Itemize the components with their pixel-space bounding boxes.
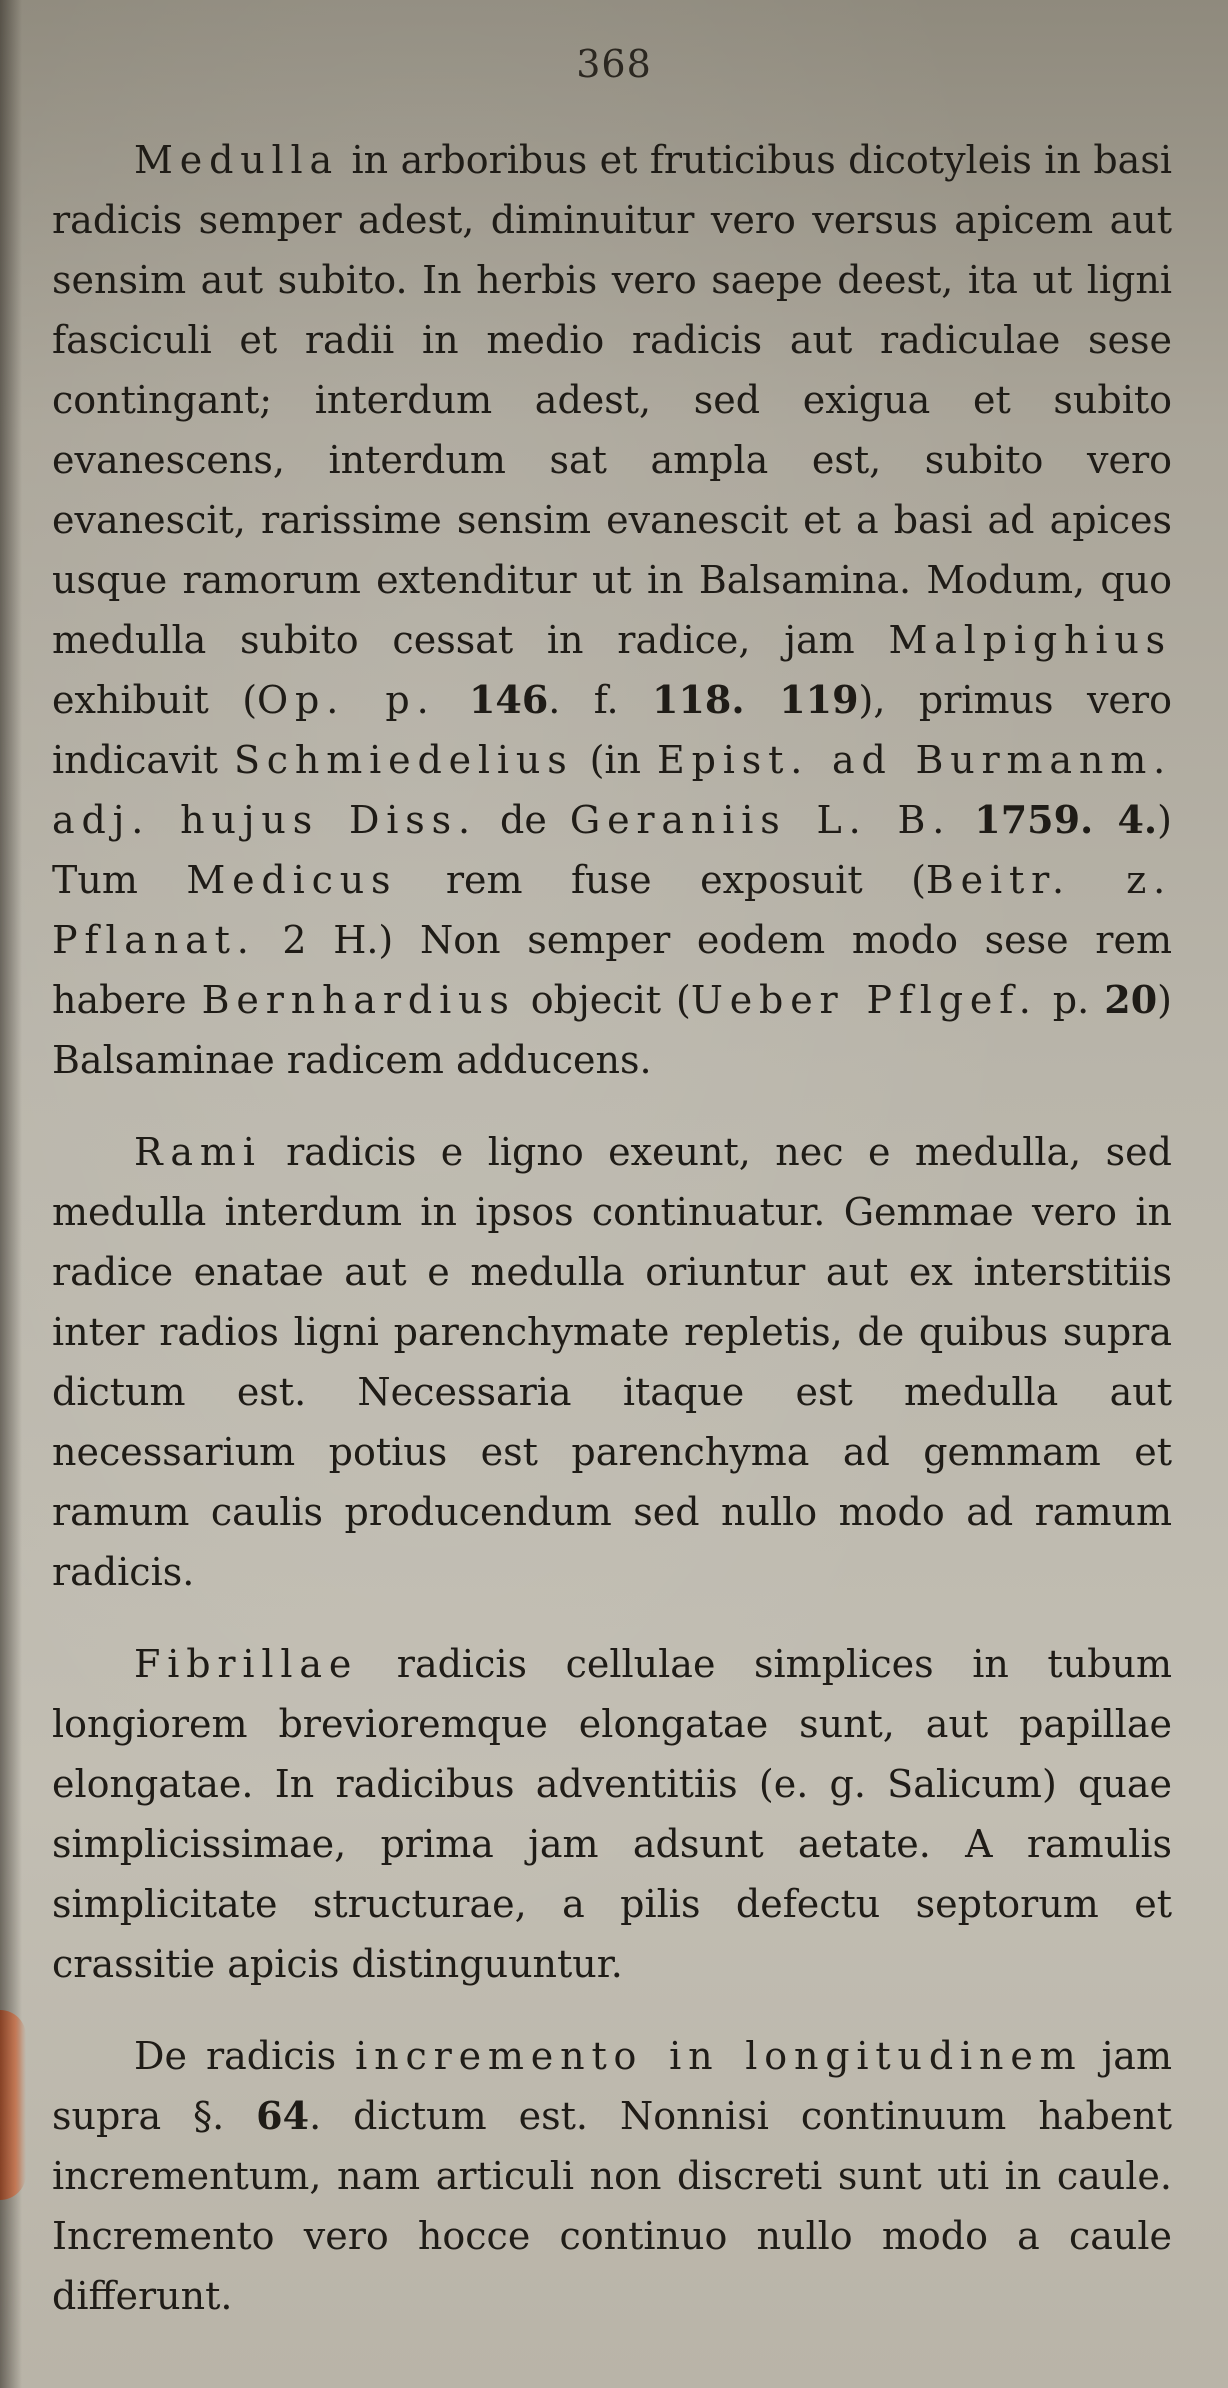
text-segment: in arboribus et fruticibus dicotyleis in basi radicis semper adest, diminuitur vero versus apicem aut sensim aut subito. In herbis vero saepe deest, ita ut ligni fasciculi et radii in medio radicis aut radiculae sese contingant; interdum adest, sed exigua et subito evanescens, interdum sat ampla est, subito vero evanescit, rarissime sensim evanescit et a basi ad apices usque ramorum extenditur ut in Balsamina. Modum, quo medulla subito cessat in radice, jam: [52, 138, 1172, 662]
paragraph-fibrillae: [52, 1634, 1172, 1994]
page-number: 368: [576, 42, 652, 86]
text-segment: de: [476, 798, 570, 842]
text-segment: 20: [1104, 977, 1158, 1022]
text-segment: Op. p.: [257, 678, 436, 722]
text-segment: Ueber Pflgef.: [690, 978, 1038, 1022]
text-segment: Bernhardius: [201, 978, 516, 1022]
text-segment: Malpighius: [888, 618, 1172, 662]
text-segment: Geraniis L. B.: [569, 798, 952, 842]
text-segment: radicis cellulae simplices in tubum longiorem brevioremque elongatae sunt, aut papillae elongatae. In radicibus adventitiis (e. g. Salicum) quae simplicissimae, prima jam adsunt aetate. A ramulis simplicitate structurae, a pilis defectu septorum et crassitie apicis distinguuntur.: [52, 1642, 1172, 1986]
text-segment: Beitr. z. Pflanat.: [52, 858, 1172, 962]
text-segment: p.: [1037, 978, 1105, 1022]
text-segment: [436, 678, 469, 722]
text-segment: Schmiedelius: [233, 738, 574, 782]
text-segment: rem fuse exposuit (: [397, 858, 926, 902]
text-segment: Epist. ad Burmanm. adj. hujus Diss.: [52, 738, 1172, 842]
text-segment: . f.: [548, 678, 653, 722]
text-segment: 1759. 4.: [974, 797, 1158, 842]
paragraph-incremento: [52, 2026, 1172, 2326]
text-segment: (in: [573, 738, 658, 782]
text-segment: ) Tum: [52, 798, 1172, 902]
paragraph-rami: [52, 1122, 1172, 1602]
text-segment: Fibrillae: [134, 1642, 359, 1686]
text-segment: De radicis: [134, 2034, 356, 2078]
text-segment: incremento in longitudinem: [355, 2034, 1083, 2078]
text-segment: 2 H.) Non semper eodem modo sese rem habere: [52, 918, 1172, 1022]
text-segment: radicis e ligno exeunt, nec e medulla, sed medulla interdum in ipsos continuatur. Gemmae vero in radice enatae aut e medulla oriuntur aut ex interstitiis inter radios ligni parenchymate repletis, de quibus supra dictum est. Necessaria itaque est medulla aut necessarium potius est parenchyma ad gemmam et ramum caulis producendum sed nullo modo ad ramum radicis.: [52, 1130, 1172, 1594]
text-segment: jam supra §.: [52, 2034, 1172, 2138]
text-segment: Medicus: [186, 858, 398, 902]
text-segment: . dictum est. Nonnisi continuum habent incrementum, nam articuli non discreti sunt uti in caule. Incremento vero hocce continuo nullo modo a caule differunt.: [52, 2094, 1173, 2318]
text-segment: ) Balsaminae radicem adducens.: [52, 978, 1172, 1082]
text-segment: objecit (: [515, 978, 691, 1022]
paragraph-medulla: [52, 130, 1172, 1090]
text-segment: [951, 798, 974, 842]
text-segment: exhibuit (: [52, 678, 258, 722]
finger-at-edge: [0, 2010, 26, 2200]
text-segment: Medulla: [134, 138, 340, 182]
text-segment: Rami: [134, 1130, 262, 1174]
body-text: [52, 130, 1172, 2358]
text-segment: 146: [468, 677, 549, 722]
text-segment: 64: [256, 2093, 310, 2138]
text-segment: ), primus vero indicavit: [52, 678, 1172, 782]
text-segment: 118. 119: [652, 677, 859, 722]
